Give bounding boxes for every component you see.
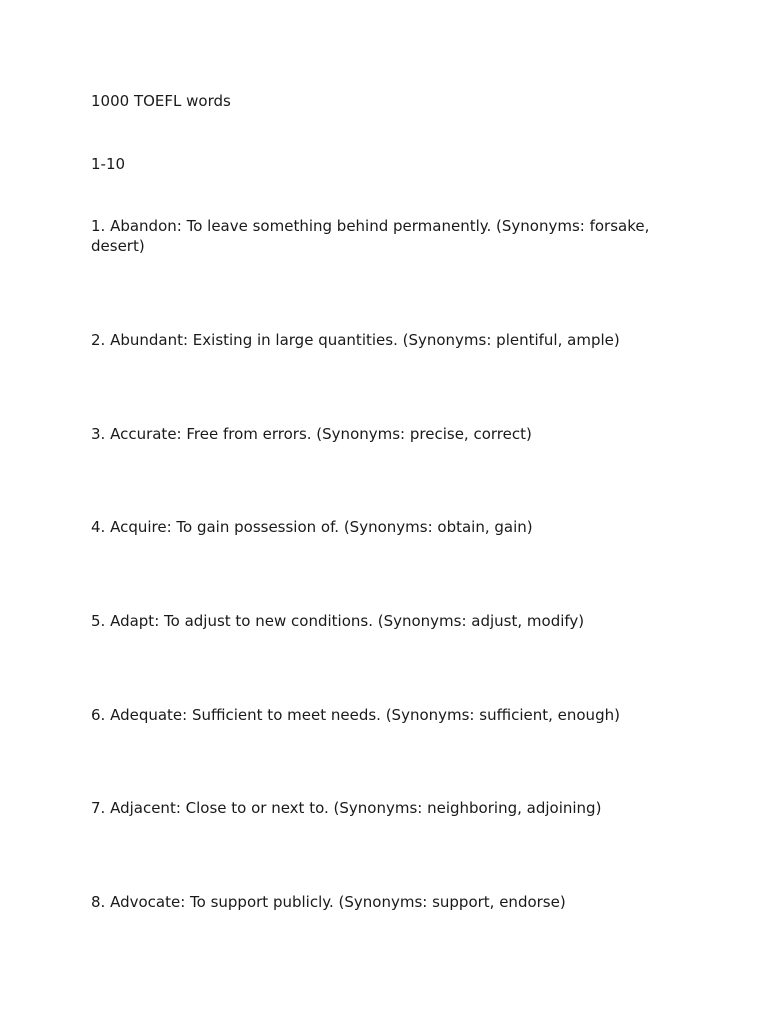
word-entry-adapt: 5. Adapt: To adjust to new conditions. (Synonyms: adjust, modify) [91, 612, 585, 630]
word-entry-acquire: 4. Acquire: To gain possession of. (Synonyms: obtain, gain) [91, 518, 533, 536]
word-entry-adjacent: 7. Adjacent: Close to or next to. (Synonyms: neighboring, adjoining) [91, 799, 602, 817]
word-entry-adequate: 6. Adequate: Sufficient to meet needs. (Synonyms: sufficient, enough) [91, 706, 620, 724]
word-entry-advocate: 8. Advocate: To support publicly. (Synonyms: support, endorse) [91, 893, 566, 911]
word-entry-abundant: 2. Abundant: Existing in large quantities. (Synonyms: plentiful, ample) [91, 331, 620, 349]
word-entry-abandon: 1. Abandon: To leave something behind permanently. (Synonyms: forsake, desert) [91, 217, 650, 255]
document-title: 1000 TOEFL words [91, 92, 231, 110]
word-entry-accurate: 3. Accurate: Free from errors. (Synonyms: precise, correct) [91, 425, 532, 443]
section-range: 1-10 [91, 155, 126, 173]
